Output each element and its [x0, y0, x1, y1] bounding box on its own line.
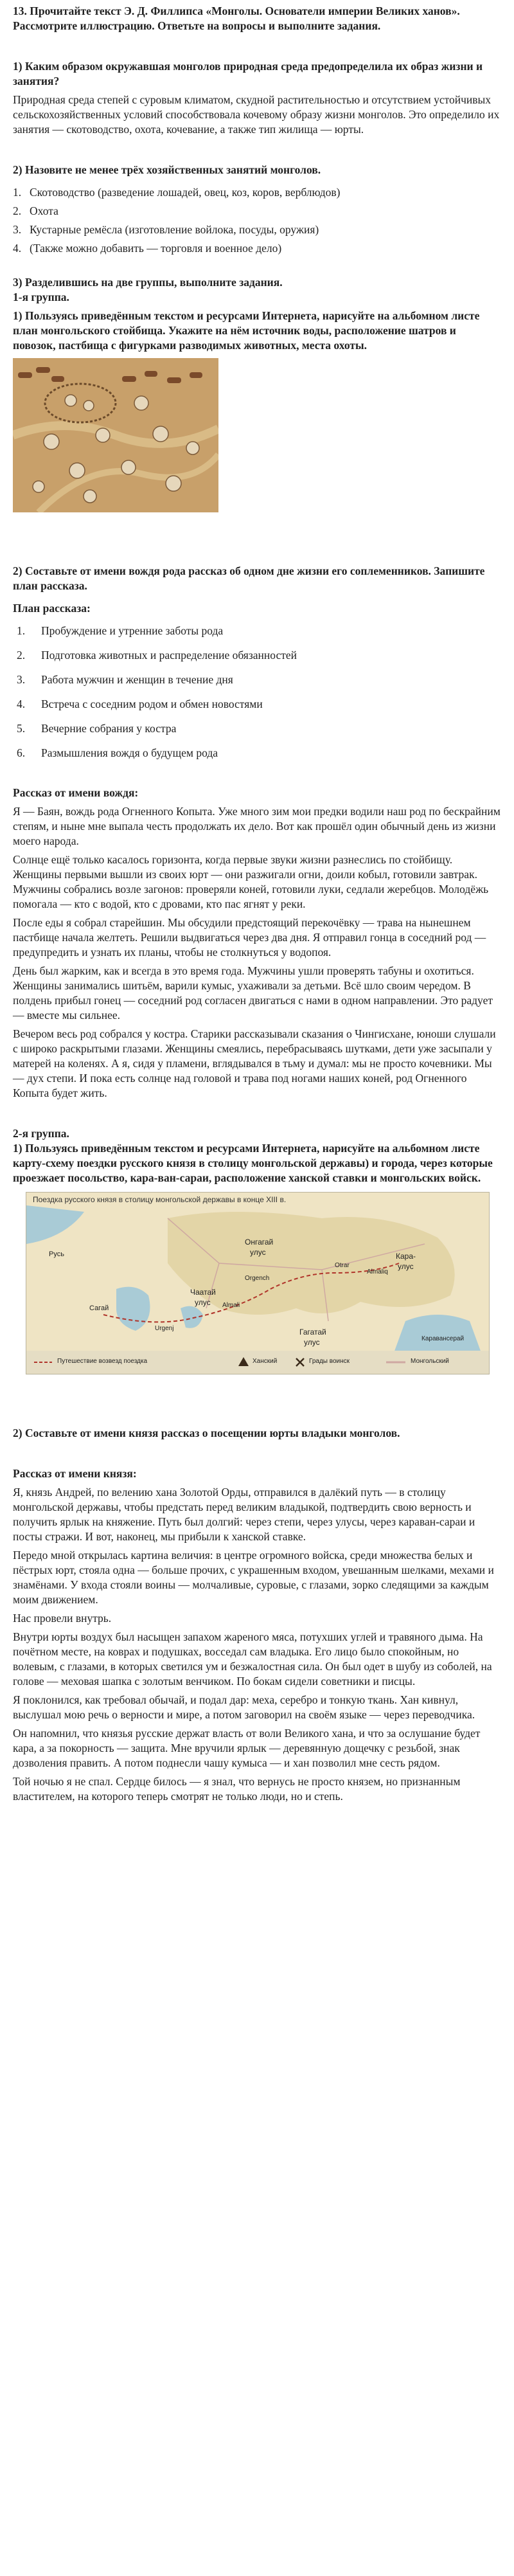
jobs-list — [13, 185, 501, 256]
list-item: 2. Подготовка животных и распределение обязанностей — [17, 649, 297, 662]
map-label-rus: Русь — [49, 1250, 64, 1258]
list-item: 3. Кустарные ремёсла (изготовление войлока, посуды, оружия) — [13, 223, 319, 236]
story-1-paragraph: Солнце ещё только касалось горизонта, когда первые звуки жизни разнеслись по стойбищу. Женщины первыми вышли из своих юрт — они разжигали огни, доили кобыл, готовили завтрак. Мужчины собрались возле загонов: проверяли коней, готовили луки, седлали жеребцов. Молодёжь помогала — кто с водой, кто с дровами, кто пас ягнят у реки. — [13, 853, 489, 910]
group-2-label: 2-я группа. — [13, 1127, 69, 1140]
list-item: 3. Работа мужчин и женщин в течение дня — [17, 673, 233, 686]
map-label-ongagay-ulus: улус — [250, 1248, 266, 1257]
group-1-task-1: 1) Пользуясь приведённым текстом и ресурсами Интернета, нарисуйте на альбомном листе план монгольского стойбища. Укажите на нём источник воды, расположение шатров и повозок, пастбища с фигурками разводимых животных, места охоты. — [13, 309, 480, 352]
question-1: 1) Каким образом окружавшая монголов природная среда предопределила их образ жизни и занятия? — [13, 60, 483, 87]
story-2-label: Рассказ от имени князя: — [13, 1467, 137, 1480]
story-1-paragraph: Вечером весь род собрался у костра. Старики рассказывали сказания о Чингисхане, юноши слушали с широко раскрытыми глазами. Женщины смеялись, перебрасываясь шутками, дети уже засыпали у матерей на коленях. А я, сидя у пламени, вглядывался в тьму и думал: мы не просто кочевники. Мы — дух степи. И пока есть солнце над головой и трава под ногами наших коней, род Огненного Копыта будет жить. — [13, 1027, 496, 1099]
map-label-urgenj: Urgenj — [155, 1325, 174, 1332]
list-item: 1. Пробуждение и утренние заботы рода — [17, 624, 224, 637]
story-2-paragraph: Внутри юрты воздух был насыщен запахом жареного мяса, потухших углей и травяного дыма. На почётном месте, на коврах и подушках, восседал сам владыка. Его лицо было спокойным, но волевым, с глазами, в которых светился ум и безжалостная сила. Он был одет в шубу из соболей, на голове — меховая шапка с золотым венчиком. По бокам сидели советники и писцы. — [13, 1630, 492, 1688]
story-2-paragraph: Он напомнил, что князья русские держат власть от воли Великого хана, и что за ослушание будет кара, а за покорность — защита. Мне вручили ярлык — деревянную дощечку с резьбой, знак дозволения править. А потом поднесли чашу кумыса — и хан позволил мне сесть рядом. — [13, 1727, 481, 1769]
map-label-almali: Almali — [222, 1302, 240, 1309]
group-1-label: 1-я группа. — [13, 291, 69, 303]
story-2-paragraph: Нас провели внутрь. — [13, 1612, 112, 1625]
group-1-task-2: 2) Составьте от имени вождя рода рассказ об одном дне жизни его соплеменников. Запишите план рассказа. — [13, 564, 485, 592]
list-item: 4. (Также можно добавить — торговля и военное дело) — [13, 242, 282, 255]
plan-label: План рассказа: — [13, 602, 91, 615]
camp-illustration — [13, 358, 218, 512]
route-map — [26, 1192, 490, 1374]
map-label-otrar: Otrar — [335, 1262, 350, 1269]
legend-troops: Грады воинск — [309, 1358, 350, 1365]
group-2-task-2: 2) Составьте от имени князя рассказ о посещении юрты владыки монголов. — [13, 1427, 400, 1439]
list-item: 6. Размышления вождя о будущем рода — [17, 746, 218, 759]
map-label-almaliq: Almaliq — [367, 1268, 388, 1275]
task-header: 13. Прочитайте текст Э. Д. Филлипса «Монголы. Основатели империи Великих ханов». Рассмотрите иллюстрацию. Ответьте на вопросы и выполните задания. — [13, 5, 460, 32]
list-item: 1. Скотоводство (разведение лошадей, овец, коз, коров, верблюдов) — [13, 186, 341, 199]
map-label-saray: Сагай — [89, 1304, 109, 1312]
map-label-orgench: Orgench — [245, 1275, 270, 1282]
map-label-kara: Кара- — [396, 1252, 416, 1261]
map-label-karavan: Каравансерай — [421, 1335, 465, 1342]
list-item: 5. Вечерние собрания у костра — [17, 722, 177, 735]
group-2-task-1: 1) Пользуясь приведённым текстом и ресурсами Интернета, нарисуйте на альбомном листе карту-схему поездки русского князя в столицу монгольской державы) и города, через которые проезжает посольство, кара-ван-сараи, расположение ханской ставки и монгольских войск. — [13, 1142, 493, 1184]
story-2-paragraph: Передо мной открылась картина величия: в центре огромного войска, среди множества белых и пёстрых юрт, стояла одна — больше прочих, с украшенным входом, увешанным шелками, мехами и знамёнами. У входа стояли воины — молчаливые, суровые, с глазами, зорко следящими за каждым моим движением. — [13, 1549, 494, 1606]
story-1-label: Рассказ от имени вождя: — [13, 786, 139, 799]
map-label-chagatay: Чаатай — [190, 1288, 216, 1297]
question-3: 3) Разделившись на две группы, выполните задания. — [13, 276, 283, 289]
list-item: 4. Встреча с соседним родом и обмен новостями — [17, 698, 263, 710]
map-label-kara-ulus: улус — [398, 1262, 414, 1271]
question-2: 2) Назовите не менее трёх хозяйственных занятий монголов. — [13, 163, 321, 176]
story-2-paragraph: Я, князь Андрей, по велению хана Золотой Орды, отправился в далёкий путь — в столицу монгольской державы, чтобы предстать перед великим владыкой, подтвердить свою верность и получить ярлык на княжение. Путь был долгий: через степи, через улусы, через караван-сараи и посты стражи. И вот, наконец, мы прибыли к ханской ставке. — [13, 1486, 475, 1543]
map-label-gagatay-ulus: улус — [304, 1338, 320, 1347]
story-2-paragraph: Я поклонился, как требовал обычай, и подал дар: меха, серебро и тонкую ткань. Хан кивнул, выслушал мою речь о верности и мире, а потом заговорил на своём языке — через переводчика. — [13, 1693, 475, 1721]
legend-khan: Ханский — [253, 1358, 278, 1365]
legend-route: Путешествие возвезд поездка — [57, 1358, 148, 1365]
map-title: Поездка русского князя в столицу монгольской державы в конце XIII в. — [33, 1195, 287, 1204]
story-1-paragraph: День был жарким, как и всегда в это время года. Мужчины ушли проверять табуны и охотиться. Женщины занимались шитьём, варили кумыс, ухаживали за детьми. Всё шло своим чередом. В полдень прибыл гонец — соседний род согласен двигаться с нами в одном направлении. Это радует — вместе мы сильнее. — [13, 964, 493, 1022]
route-map-drawing — [26, 1193, 489, 1374]
answer-1: Природная среда степей с суровым климатом, скудной растительностью и отсутствием устойчивых сельскохозяйственных условий способствовала кочевому образу жизни монголов. Это определило их занятия — скотоводство, охота, кочевание, а также тип жилища — юрты. — [13, 93, 500, 136]
map-label-chagatay-ulus: улус — [195, 1298, 211, 1307]
legend-mongol: Монгольский — [411, 1358, 449, 1365]
plan-list — [13, 624, 501, 761]
story-1-paragraph: Я — Баян, вождь рода Огненного Копыта. Уже много зим мои предки водили наш род по бескрайним степям, и ныне мне выпала честь продолжать их дело. Вот как прошёл один обычный день из жизни моего народа. — [13, 805, 501, 847]
map-label-ongagay: Онгагай — [245, 1238, 274, 1247]
story-2-paragraph: Той ночью я не спал. Сердце билось — я знал, что вернусь не просто князем, но признанным властителем, на которого теперь смотрят не только люди, но и степь. — [13, 1775, 461, 1803]
list-item: 2. Охота — [13, 204, 58, 217]
story-1-paragraph: После еды я собрал старейшин. Мы обсудили предстоящий перекочёвку — трава на нынешнем пастбище начала желтеть. Решили выдвигаться через два дня. Я отправил гонца в соседний род — предупредить и узнать их планы, чтобы не столкнуться у водопоя. — [13, 916, 486, 959]
map-label-gagatay: Гагатай — [299, 1328, 326, 1337]
